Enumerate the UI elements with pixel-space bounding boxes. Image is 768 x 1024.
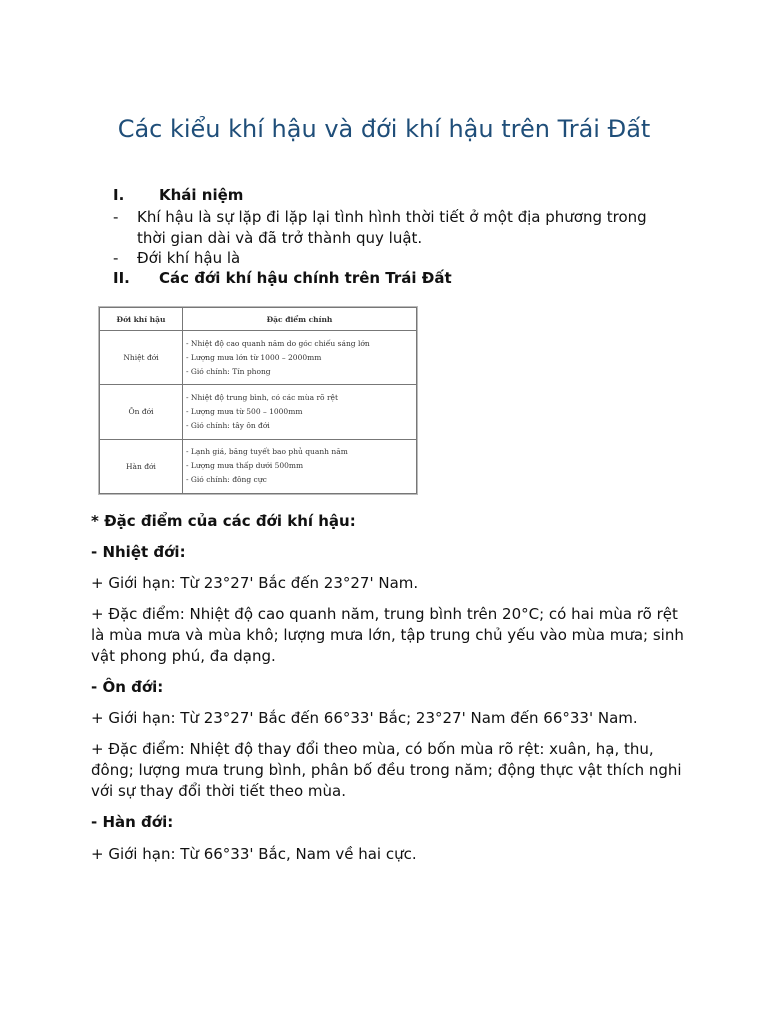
zone-line: - Gió chính: tây ôn đới bbox=[186, 420, 270, 430]
zone-description bbox=[183, 385, 417, 439]
bullet-dash: - bbox=[113, 249, 119, 267]
section-title: Các đới khí hậu chính trên Trái Đất bbox=[159, 269, 452, 287]
tropical-limit: + Giới hạn: Từ 23°27' Bắc đến 23°27' Nam. bbox=[91, 574, 419, 592]
tropical-feature: + Đặc điểm: Nhiệt độ cao quanh năm, trung bình trên 20°C; có hai mùa rõ rệt là mùa mưa và mùa khô; lượng mưa lớn, tập trung chủ yếu vào mùa mưa; sinh vật phong phú, đa dạng. bbox=[91, 605, 684, 665]
bullet-text: Đới khí hậu là bbox=[137, 249, 241, 267]
section-number: I. bbox=[113, 186, 125, 204]
zone-line: - Nhiệt độ trung bình, có các mùa rõ rệt bbox=[186, 392, 338, 402]
zone-line: - Nhiệt độ cao quanh năm do góc chiếu sáng lớn bbox=[186, 338, 370, 348]
zone-name: Ôn đới bbox=[100, 385, 183, 439]
bullet-item bbox=[113, 207, 657, 249]
zone-line: - Lượng mưa thấp dưới 500mm bbox=[186, 461, 304, 471]
bullet-item bbox=[113, 248, 657, 269]
table-row bbox=[100, 331, 417, 385]
zone-description bbox=[183, 439, 417, 493]
polar-limit: + Giới hạn: Từ 66°33' Bắc, Nam về hai cực. bbox=[91, 845, 417, 863]
document-title: Các kiểu khí hậu và đới khí hậu trên Trái Đất bbox=[117, 115, 651, 143]
bullet-dash: - bbox=[113, 208, 119, 226]
polar-heading: - Hàn đới: bbox=[91, 813, 174, 831]
table-header: Đới khí hậu bbox=[100, 308, 183, 331]
zone-name: Nhiệt đới bbox=[100, 331, 183, 385]
tropical-heading: - Nhiệt đới: bbox=[91, 543, 186, 561]
features-heading: * Đặc điểm của các đới khí hậu: bbox=[91, 512, 356, 530]
zone-line: - Lượng mưa lớn từ 1000 – 2000mm bbox=[186, 352, 322, 362]
bullet-text: Khí hậu là sự lặp đi lặp lại tình hình thời tiết ở một địa phương trong thời gian dài và đã trở thành quy luật. bbox=[137, 208, 647, 247]
zone-name: Hàn đới bbox=[100, 439, 183, 493]
temperate-limit: + Giới hạn: Từ 23°27' Bắc đến 66°33' Bắc; 23°27' Nam đến 66°33' Nam. bbox=[91, 709, 638, 727]
zone-description bbox=[183, 331, 417, 385]
section-title: Khái niệm bbox=[159, 186, 244, 204]
section-number: II. bbox=[113, 269, 130, 287]
section-heading-zones bbox=[113, 269, 452, 287]
temperate-feature: + Đặc điểm: Nhiệt độ thay đổi theo mùa, có bốn mùa rõ rệt: xuân, hạ, thu, đông; lượng mưa trung bình, phân bố đều trong năm; động thực vật thích nghi với sự thay đổi thời tiết theo mùa. bbox=[91, 740, 682, 800]
zone-line: - Gió chính: đông cực bbox=[186, 475, 267, 485]
section-heading-concept bbox=[113, 186, 243, 204]
table-row bbox=[100, 439, 417, 493]
climate-zones-table bbox=[98, 306, 418, 495]
table-row bbox=[100, 385, 417, 439]
table-header: Đặc điểm chính bbox=[183, 308, 417, 331]
zone-line: - Gió chính: Tín phong bbox=[186, 366, 271, 376]
temperate-heading: - Ôn đới: bbox=[91, 678, 164, 696]
zone-line: - Lạnh giá, băng tuyết bao phủ quanh năm bbox=[186, 447, 348, 457]
zone-line: - Lượng mưa từ 500 – 1000mm bbox=[186, 406, 303, 416]
